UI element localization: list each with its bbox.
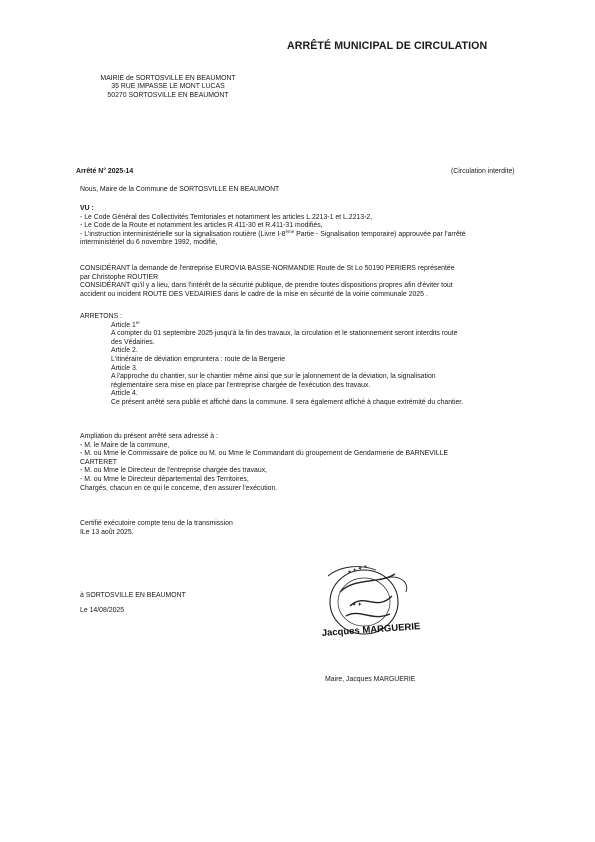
vu-item [80,228,520,240]
considerant-section [80,265,520,299]
arretons-heading: ARRETONS : [80,313,122,320]
article-text: L'itinéraire de déviation empruntera : route de la Bergerie [111,355,286,363]
article-text: A compter du 01 septembre 2025 jusqu'à la fin des travaux, la circulation et le stationnement seront interdits route [111,330,458,338]
considerant-text: CONSIDÉRANT la demande de l'entreprise EUROVIA BASSE-NORMANDIE Route de St Lo 50190 PERIERS représentée [80,265,455,272]
ampliation-item: - M. ou Mme le Directeur de l'entreprise chargée des travaux, [80,467,268,475]
date-line: Le 14/08/2025 [80,607,125,614]
ampliation-item: - M. le Maire de la commune, [80,441,170,449]
ampliation-heading: Ampliation du présent arrêté sera adressé à : [80,433,218,440]
article-label: Article 2. [111,347,138,355]
intro-paragraph [80,186,520,195]
vu-item-sup: ème [285,228,295,234]
article-text: A l'approche du chantier, sur le chantier même ainsi que sur le jalonnement de la déviation, la signalisation [111,373,436,381]
ampliation-item: - M. ou Mme le Commissaire de police ou M. ou Mme le Commandant du groupement de Gendarmerie de BARNEVILLE [80,450,449,458]
arrete-category: (Circulation interdite) [451,168,515,175]
vu-item: - Le Code Général des Collectivités Territoriales et notamment les articles L.2213-1 et L.2213-2, [80,213,373,221]
article-label [80,319,520,331]
vu-item-text: - L'instruction interministérielle sur la signalisation routière (Livre I-8 [80,230,286,238]
mairie-line: 50270 SORTOSVILLE EN BEAUMONT [107,91,229,99]
ampliation-item: CARTERET [80,458,118,466]
place-line: à SORTOSVILLE EN BEAUMONT [80,592,186,599]
ampliation-item: Chargés, chacun en ce qui le concerne, d'en assurer l'exécution. [80,484,278,492]
document-title: ARRÊTÉ MUNICIPAL DE CIRCULATION [287,40,488,52]
mairie-line: 35 RUE IMPASSE LE MONT LUCAS [111,83,225,91]
certification-section [80,520,520,537]
ampliation-section [80,433,520,493]
article-text: réglementaire sera mise en place par l'entreprise chargée de l'exécution des travaux. [111,381,371,389]
article-label: Article 3. [111,364,138,372]
signature-stroke [340,574,395,617]
mairie-line: MAIRIE de SORTOSVILLE EN BEAUMONT [100,75,236,82]
ampliation-item: - M. ou Mme le Directeur départemental des Territoires, [80,475,249,483]
vu-item-text: Partie - Signalisation temporaire) approuvée par l'arrêté [294,230,466,238]
vu-item: interministériel du 6 novembre 1992, modifié, [80,239,218,247]
article-label: Article 4. [111,390,138,398]
considerant-text: CONSIDÉRANT qu'il y a lieu, dans l'intérêt de la sécurité publique, de prendre toutes dispositions propres afin d'éviter tout [80,282,453,290]
article-label-sup: er [135,319,140,325]
vu-section [80,205,520,248]
certifie-date: ILe 13 août 2025. [80,528,134,536]
intro-text: Nous, Maire de la Commune de SORTOSVILLE EN BEAUMONT [80,186,280,193]
considerant-text: par Christophe ROUTIER [80,273,159,281]
stamp-mark: ✦ ✦ ✦ ✦ [346,563,369,576]
vu-item: - Le Code de la Route et notamment les articles R.411-30 et R.411-31 modifiés, [80,222,323,230]
stamp-signature-image [310,562,438,648]
vu-heading: VU : [80,205,94,212]
signature-caption: Maire, Jacques MARGUERIE [325,676,416,683]
arrete-number: Arrêté N° 2025-14 [76,168,134,175]
signature-name: Jacques MARGUERIE [321,621,421,639]
mairie-address [78,75,258,100]
article-label-text: Article 1 [111,321,136,329]
certifie-text: Certifié exécutoire compte tenu de la transmission [80,520,233,527]
arretons-section [80,313,520,408]
stamp-mark: ✦ ✦ [352,602,362,608]
article-text: Ce présent arrêté sera publié et affiché dans la commune. Il sera également affiché à chaque extrémité du chantier. [111,398,464,406]
considerant-text: accident ou incident ROUTE DES VEDAIRIES dans le cadre de la mise en sécurité de la voirie communale 2025 . [80,290,428,298]
article-text: des Védairies. [111,338,155,346]
